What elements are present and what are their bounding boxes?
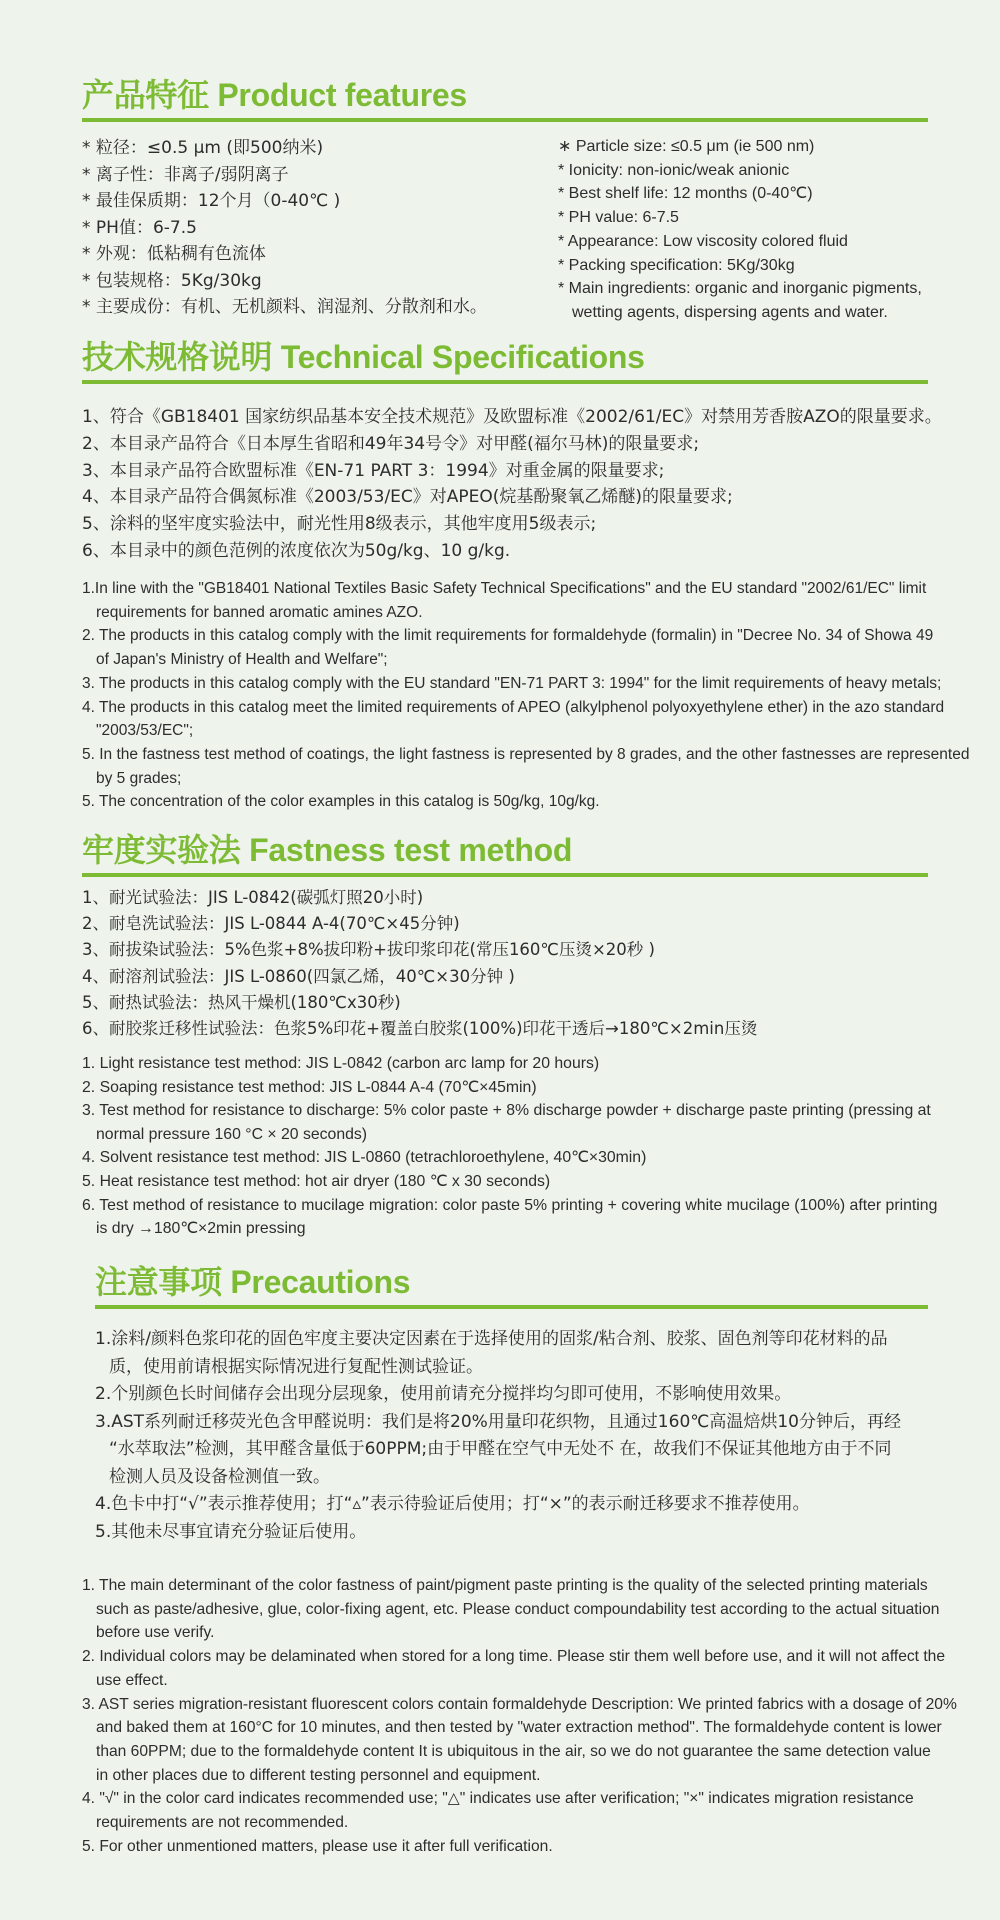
list-item: 1.In line with the "GB18401 National Textiles Basic Safety Technical Specifications" and the EU standard "2002/61/EC" limit (82, 580, 927, 597)
list-item: 2. The products in this catalog comply with the limit requirements for formaldehyde (formalin) in "Decree No. 34 of Showa 49 (82, 627, 934, 645)
list-item: 2. Soaping resistance test method: JIS L-0844 A-4 (70℃×45min) (82, 1078, 537, 1096)
list-item-continuation: normal pressure 160 °C × 20 seconds) (96, 1125, 368, 1143)
technical-specifications-en-list (82, 577, 969, 814)
list-item: 2、本目录产品符合《日本厚生省昭和49年34号令》对甲醛(福尔马林)的限量要求; (82, 433, 700, 454)
section-title-product-features: 产品特征 Product features (82, 76, 928, 122)
list-item-continuation: of Japan's Ministry of Health and Welfare"; (96, 651, 388, 669)
list-item: 6、耐胶浆迁移性试验法：色浆5%印花+覆盖白胶浆(100%)印花干透后→180℃×2min压烫 (82, 1019, 758, 1039)
list-item: * 主要成份：有机、无机颜料、润湿剂、分散剂和水。 (82, 297, 487, 317)
list-item: 2、耐皂洗试验法：JIS L-0844 A-4(70℃×45分钟) (82, 914, 460, 934)
list-item-continuation: is dry →180℃×2min pressing (96, 1220, 306, 1238)
list-item: ∗ Particle size: ≤0.5 μm (ie 500 nm) (558, 138, 815, 155)
list-item-continuation: by 5 grades; (96, 769, 182, 787)
precautions-en-list (82, 1574, 957, 1858)
list-item: 5.其他未尽事宜请充分验证后使用。 (95, 1521, 367, 1542)
list-item: 1.涂料/颜料色浆印花的固色牢度主要决定因素在于选择使用的固浆/粘合剂、胶浆、固色剂等印花材料的品 (95, 1329, 888, 1349)
list-item-continuation: before use verify. (96, 1624, 215, 1642)
list-item: * Packing specification: 5Kg/30kg (558, 256, 795, 274)
list-item: 3. Test method for resistance to discharge: 5% color paste + 8% discharge powder + discharge paste printing (pressing at (82, 1102, 931, 1120)
product-features-cn-list (82, 135, 487, 321)
list-item: * PH值：6-7.5 (82, 217, 197, 238)
list-item: 4. Solvent resistance test method: JIS L-0860 (tetrachloroethylene, 40℃×30min) (82, 1149, 647, 1167)
list-item: * Appearance: Low viscosity colored fluid (558, 232, 848, 250)
list-item: 4. The products in this catalog meet the limited requirements of APEO (alkylphenol polyoxyethylene ether) in the azo standard (82, 698, 945, 716)
list-item: 3、耐拔染试验法：5%色浆+8%拔印粉+拔印浆印花(常压160℃压烫×20秒 ) (82, 940, 655, 960)
list-item: * PH value: 6-7.5 (558, 209, 679, 227)
list-item-continuation: in other places due to different testing personnel and equipment. (96, 1766, 541, 1784)
list-item: 4、耐溶剂试验法：JIS L-0860(四氯乙烯，40℃×30分钟 ) (82, 966, 515, 986)
list-item: * 粒径：≤0.5 μm (即500纳米) (82, 138, 324, 158)
list-item: 5. In the fastness test method of coatings, the light fastness is represented by 8 grades, and the other fastnesses are represented (82, 745, 970, 763)
list-item: 6、本目录中的颜色范例的浓度依次为50g/kg、10 g/kg. (82, 540, 511, 561)
technical-specifications-cn-list (82, 404, 942, 565)
list-item: * Best shelf life: 12 months (0-40℃) (558, 185, 813, 203)
list-item: * Ionicity: non-ionic/weak anionic (558, 161, 790, 179)
list-item-continuation: “水萃取法”检测，其甲醛含量低于60PPM;由于甲醛在空气中无处不 在，故我们不保证其他地方由于不同 (109, 1439, 892, 1459)
list-item-continuation: 检测人员及设备检测值一致。 (109, 1466, 330, 1487)
list-item: 5. The concentration of the color examples in this catalog is 50g/kg, 10g/kg. (82, 793, 600, 811)
list-item: 5. Heat resistance test method: hot air dryer (180 ℃ x 30 seconds) (82, 1172, 551, 1190)
section-title-precautions: 注意事项 Precautions (95, 1263, 928, 1309)
list-item: 5、涂料的坚牢度实验法中，耐光性用8级表示，其他牢度用5级表示; (82, 514, 597, 535)
list-item: 1、耐光试验法：JIS L-0842(碳弧灯照20小时) (82, 888, 424, 907)
list-item-continuation (558, 301, 922, 325)
list-item: 1、符合《GB18401 国家纺织品基本安全技术规范》及欧盟标准《2002/61/EC》对禁用芳香胺AZO的限量要求。 (82, 407, 942, 427)
fastness-test-en-list (82, 1052, 937, 1241)
list-item-continuation: "2003/53/EC"; (96, 722, 194, 740)
list-item-continuation: such as paste/adhesive, glue, color-fixing agent, etc. Please conduct compoundability test according to the actual situation (96, 1600, 940, 1618)
list-item: 5、耐热试验法：热风干燥机(180℃x30秒) (82, 992, 401, 1012)
list-item: 6. Test method of resistance to mucilage migration: color paste 5% printing + covering white mucilage (100%) after printing (82, 1196, 938, 1214)
list-item-continuation: use effect. (96, 1671, 168, 1689)
product-features-en-list (558, 135, 922, 325)
list-item-continuation: requirements for banned aromatic amines AZO. (96, 603, 423, 621)
section-title-technical-specifications: 技术规格说明 Technical Specifications (82, 338, 928, 384)
list-item: 4.色卡中打“√”表示推荐使用；打“▵”表示待验证后使用；打“×”的表示耐迁移要求不推荐使用。 (95, 1494, 810, 1514)
section-title-fastness-test: 牢度实验法 Fastness test method (82, 831, 928, 877)
list-item: 2. Individual colors may be delaminated when stored for a long time. Please stir them well before use, and it will not affect the (82, 1648, 946, 1666)
list-item: * 包装规格：5Kg/30kg (82, 270, 262, 291)
list-item: * Main ingredients: organic and inorganic pigments, (558, 280, 922, 298)
list-item: * 外观：低粘稠有色流体 (82, 244, 266, 264)
list-item: 1. Light resistance test method: JIS L-0842 (carbon arc lamp for 20 hours) (82, 1055, 600, 1072)
list-item: 3、本目录产品符合欧盟标准《EN-71 PART 3：1994》对重金属的限量要求; (82, 460, 665, 481)
list-item: 4、本目录产品符合偶氮标准《2003/53/EC》对APEO(烷基酚聚氧乙烯醚)的限量要求; (82, 487, 733, 508)
list-item: 3. The products in this catalog comply with the EU standard "EN-71 PART 3: 1994" for the limit requirements of heavy metals; (82, 674, 942, 692)
list-item-continuation: and baked them at 160°C for 10 minutes, and then tested by "water extraction method". The formaldehyde content is lower (96, 1719, 942, 1737)
list-item-continuation: 质，使用前请根据实际情况进行复配性测试验证。 (109, 1356, 483, 1377)
list-item-continuation-text: wetting agents, dispersing agents and water. (572, 303, 888, 321)
list-item: 3.AST系列耐迁移荧光色含甲醛说明：我们是将20%用量印花织物，且通过160℃高温焙烘10分钟后，再经 (95, 1411, 901, 1432)
list-item-continuation: than 60PPM; due to the formaldehyde content It is ubiquitous in the air, so we do not guarantee the same detection value (96, 1742, 931, 1760)
list-item-continuation: requirements are not recommended. (96, 1814, 349, 1832)
list-item: * 最佳保质期：12个月（0-40℃ ) (82, 191, 341, 211)
list-item: 1. The main determinant of the color fastness of paint/pigment paste printing is the quality of the selected printing materials (82, 1577, 928, 1594)
list-item: 2.个别颜色长时间储存会出现分层现象，使用前请充分搅拌均匀即可使用，不影响使用效果。 (95, 1384, 792, 1404)
fastness-test-cn-list (82, 885, 757, 1042)
list-item: * 离子性：非离子/弱阴离子 (82, 164, 289, 185)
list-item: 4. "√" in the color card indicates recommended use; "△" indicates use after verification; "×" indicates migration resistance (82, 1790, 914, 1808)
list-item: 5. For other unmentioned matters, please use it after full verification. (82, 1837, 553, 1855)
precautions-cn-list (95, 1326, 935, 1546)
list-item: 3. AST series migration-resistant fluorescent colors contain formaldehyde Description: We printed fabrics with a dosage of 20% (82, 1695, 957, 1713)
